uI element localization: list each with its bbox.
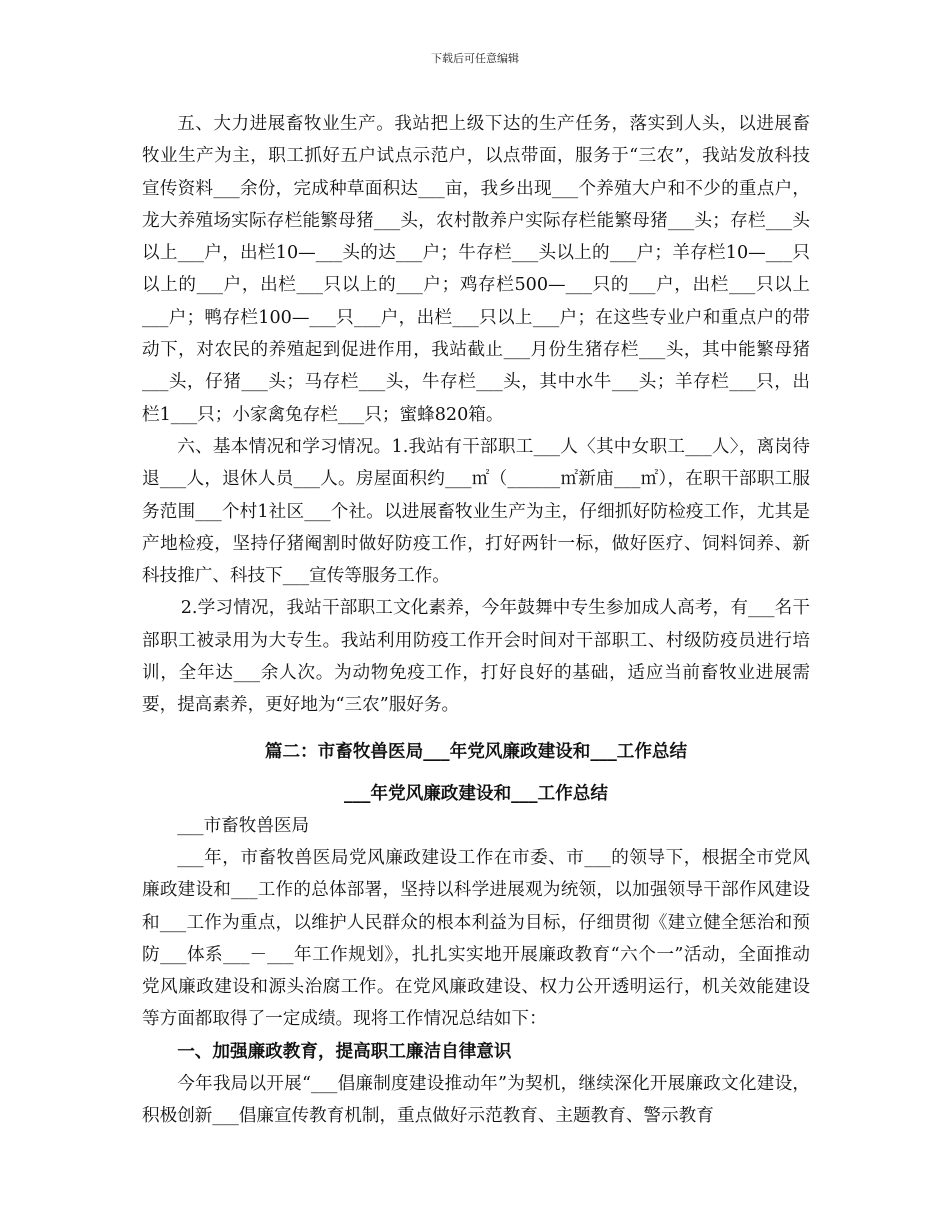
- organization-line: ___市畜牧兽医局: [177, 815, 310, 836]
- intro-paragraph: ___年，市畜牧兽医局党风廉政建设工作在市委、市___的领导下，根据全市党风廉政建设和___工作的总体部署，坚持以科学进展观为统领，以加强领导干部作风建设和___工作为重点，以维护人民群众的根本利益为目标，仔细贯彻《建立健全惩治和预防___体系___－___年工作规划》，扎扎实实地开展廉政教育“六个一”活动，全面推动党风廉政建设和源头治腐工作。在党风廉政建设、权力公开透明运行，机关效能建设等方面都取得了一定成绩。现将工作情况总结如下：: [142, 847, 810, 1030]
- item-1-heading: 一、加强廉政教育，提高职工廉洁自律意识: [177, 1040, 512, 1062]
- header-note: 下载后可任意编辑: [431, 52, 519, 65]
- section-6-paragraph: 六、基本情况和学习情况。1.我站有干部职工___人〈其中女职工___人〉，离岗待退___人，退休人员___人。房屋面积约___㎡（______㎡新庙___㎡），在职干部职工服务范围___个村1社区___个社。以进展畜牧业生产为主，仔细抓好防检疫工作，尤其是产地检疫，坚持仔猪阉割时做好防疫工作，打好两针一标，做好医疗、饲料饲养、新科技推广、科技下___宣传等服务工作。: [142, 436, 810, 587]
- part2-subheading: ___年党风廉政建设和___工作总结: [344, 782, 608, 804]
- document-body: [142, 108, 810, 1132]
- item-1-paragraph: 今年我局以开展“___倡廉制度建设推动年”为契机，继续深化开展廉政文化建设，积极创新___倡廉宣传教育机制，重点做好示范教育、主题教育、警示教育: [142, 1073, 810, 1127]
- part2-heading: 篇二：市畜牧兽医局___年党风廉政建设和___工作总结: [264, 740, 688, 762]
- study-paragraph: 2.学习情况，我站干部职工文化素养，今年鼓舞中专生参加成人高考，有___名干部职工被录用为大专生。我站利用防疫工作开会时间对干部职工、村级防疫员进行培训，全年达___余人次。为动物免疫工作，打好良好的基础，适应当前畜牧业进展需要，提高素养，更好地为“三农”服好务。: [142, 598, 810, 716]
- section-5-paragraph: 五、大力进展畜牧业生产。我站把上级下达的生产任务，落实到人头，以进展畜牧业生产为主，职工抓好五户试点示范户，以点带面，服务于“三农”，我站发放科技宣传资料___余份，完成种草面积达___亩，我乡出现___个养殖大户和不少的重点户，龙大养殖场实际存栏能繁母猪___头，农村散养户实际存栏能繁母猪___头；存栏___头以上___户，出栏10—___头的达___户；牛存栏___头以上的___户；羊存栏10—___只以上的___户，出栏___只以上的___户；鸡存栏500—___只的___户，出栏___只以上___户；鸭存栏100—___只___户，出栏___只以上___户；在这些专业户和重点户的带动下，对农民的养殖起到促进作用，我站截止___月份生猪存栏___头，其中能繁母猪___头，仔猪___头；马存栏___头，牛存栏___头，其中水牛___头；羊存栏___只，出栏1___只；小家禽兔存栏___只；蜜蜂820箱。: [142, 114, 810, 425]
